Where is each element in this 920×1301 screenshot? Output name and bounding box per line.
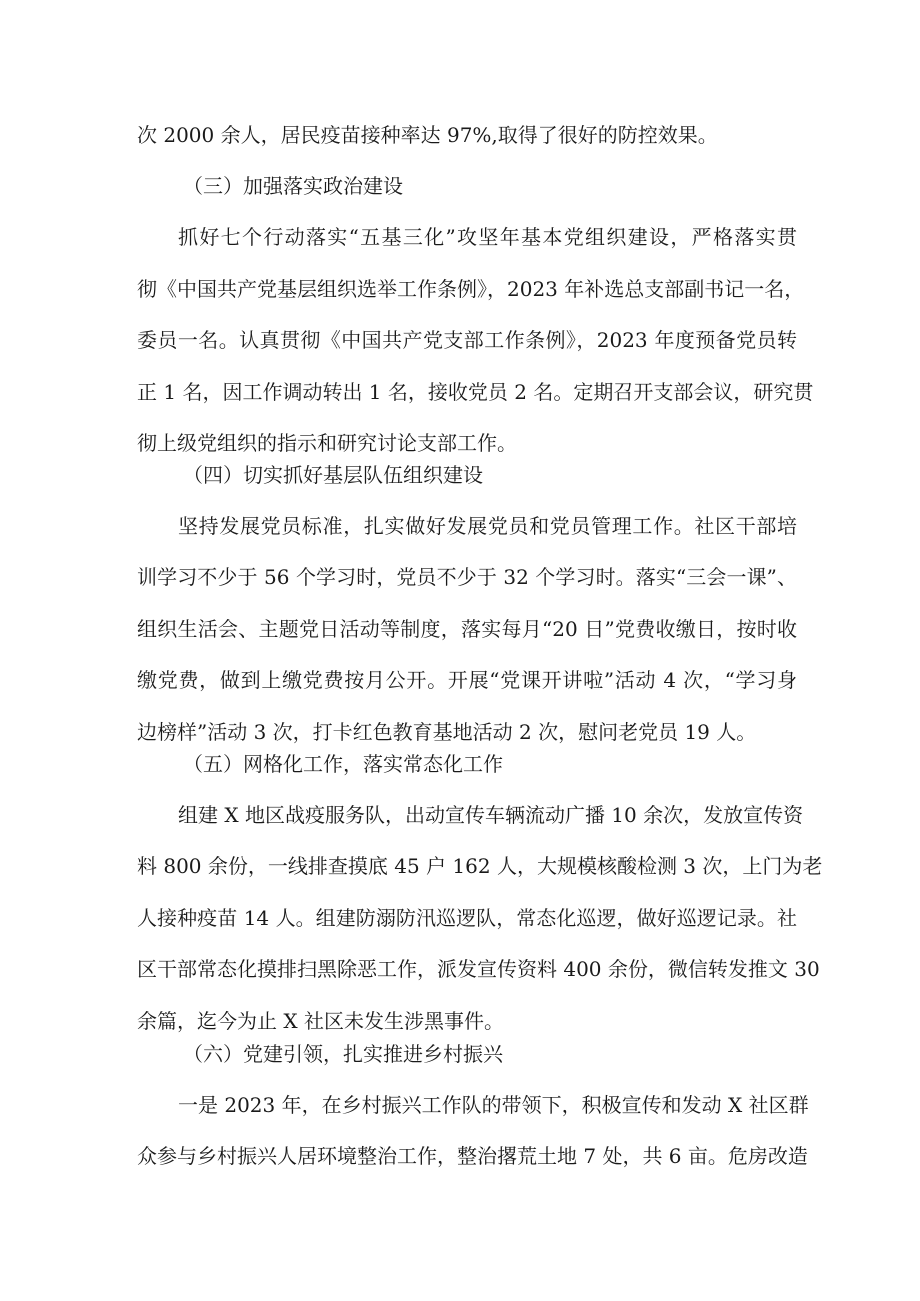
body-text-line: 区干部常态化摸排扫黑除恶工作，派发宣传资料 400 余份，微信转发推文 30 bbox=[137, 957, 820, 981]
body-text-line: 众参与乡村振兴人居环境整治工作，整治撂荒土地 7 处，共 6 亩。危房改造 bbox=[137, 1144, 808, 1168]
section-heading-4: （四）切实抓好基层队伍组织建设 bbox=[183, 463, 483, 487]
body-text-line: 坚持发展党员标准，扎实做好发展党员和党员管理工作。社区干部培 bbox=[178, 514, 797, 538]
section-heading-3: （三）加强落实政治建设 bbox=[183, 174, 403, 198]
body-text-line: 组建 X 地区战疫服务队，出动宣传车辆流动广播 10 余次，发放宣传资 bbox=[178, 803, 804, 827]
body-text-line: 边榜样”活动 3 次，打卡红色教育基地活动 2 次，慰问老党员 19 人。 bbox=[137, 720, 757, 744]
body-text-line: 彻《中国共产党基层组织选举工作条例》，2023 年补选总支部副书记一名， bbox=[137, 277, 805, 301]
body-text-line: 余篇，迄今为止 X 社区未发生涉黑事件。 bbox=[137, 1009, 504, 1033]
body-text-line: 抓好七个行动落实“五基三化”攻坚年基本党组织建设，严格落实贯 bbox=[178, 225, 797, 249]
body-text-line: 组织生活会、主题党日活动等制度，落实每月“20 日”党费收缴日，按时收 bbox=[137, 617, 797, 641]
body-text-line: 委员一名。认真贯彻《中国共产党支部工作条例》，2023 年度预备党员转 bbox=[137, 328, 797, 352]
body-text-line: 正 1 名，因工作调动转出 1 名，接收党员 2 名。定期召开支部会议，研究贯 bbox=[137, 380, 814, 404]
body-text-line: 缴党费，做到上缴党费按月公开。开展“党课开讲啦”活动 4 次，“学习身 bbox=[137, 668, 797, 692]
body-text-line: 彻上级党组织的指示和研究讨论支部工作。 bbox=[137, 431, 517, 455]
body-text-line: 人接种疫苗 14 人。组建防溺防汛巡逻队，常态化巡逻，做好巡逻记录。社 bbox=[137, 906, 797, 930]
body-text-line: 一是 2023 年，在乡村振兴工作队的带领下，积极宣传和发动 X 社区群 bbox=[178, 1093, 809, 1117]
body-text-line: 次 2000 余人，居民疫苗接种率达 97%,取得了很好的防控效果。 bbox=[137, 123, 718, 147]
body-text-line: 训学习不少于 56 个学习时，党员不少于 32 个学习时。落实“三会一课”、 bbox=[137, 565, 797, 589]
section-heading-6: （六）党建引领，扎实推进乡村振兴 bbox=[183, 1042, 503, 1066]
body-text-line: 料 800 余份，一线排查摸底 45 户 162 人，大规模核酸检测 3 次，上门为老 bbox=[137, 854, 823, 878]
section-heading-5: （五）网格化工作，落实常态化工作 bbox=[183, 752, 503, 776]
